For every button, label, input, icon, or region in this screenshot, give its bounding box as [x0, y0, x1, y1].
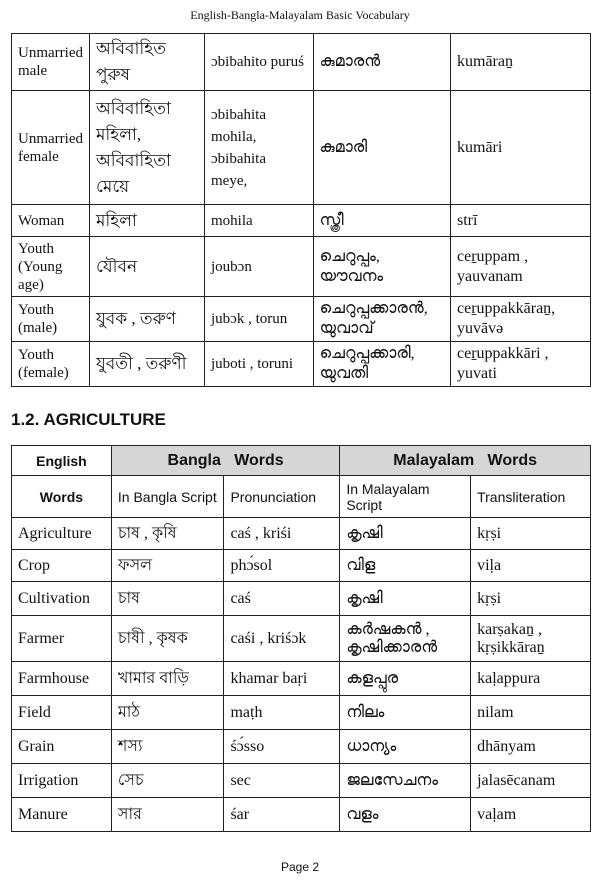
malayalam-script [313, 34, 450, 91]
transliteration [451, 91, 591, 205]
bangla-pronunciation [224, 518, 340, 550]
bangla-pronunciation-line: khamar baṛi [230, 669, 308, 687]
bangla-script-line: মহিলা [95, 210, 137, 230]
col-header-bangla-script: In Bangla Script [111, 476, 224, 518]
bangla-script [89, 342, 204, 387]
bangla-pronunciation-line: juboti , toruni [211, 356, 294, 372]
bangla-script [111, 764, 224, 798]
col-header-pronunciation: Pronunciation [224, 476, 340, 518]
english-header-top: English [12, 446, 112, 476]
bangla-script [89, 205, 204, 237]
bangla-script-line: ফসল [117, 557, 153, 574]
transliteration [471, 696, 591, 730]
english-word: Manure [12, 798, 112, 832]
english-word: Woman [12, 205, 90, 237]
table-row [12, 550, 591, 582]
bangla-script-line: যৌবন [95, 256, 138, 276]
bangla-pronunciation-line: mohila [211, 212, 253, 229]
english-word: Irrigation [12, 764, 112, 798]
table-row [12, 518, 591, 550]
bangla-pronunciation [224, 730, 340, 764]
table-row [12, 798, 591, 832]
bangla-group-header: Bangla Words [111, 446, 339, 476]
transliteration [451, 34, 591, 91]
malayalam-script-line: കളപ്പുര [346, 669, 399, 687]
bangla-script [111, 616, 224, 662]
table-row [12, 696, 591, 730]
bangla-script [89, 237, 204, 297]
table-row [12, 662, 591, 696]
table-row [12, 616, 591, 662]
bangla-pronunciation-line: śar [230, 805, 250, 823]
english-word: Agriculture [12, 518, 112, 550]
bangla-script-line: খামার বাড়ি [117, 670, 189, 687]
malayalam-script-line: ധാന്യം [346, 737, 397, 755]
bangla-pronunciation-line: ɔbibahita [211, 150, 266, 167]
bangla-script-line: চাষ , কৃষি [117, 525, 177, 542]
section-title: 1.2. AGRICULTURE [11, 410, 166, 429]
malayalam-script-line: കൃഷി [346, 524, 383, 542]
transliteration [471, 730, 591, 764]
english-word: Field [12, 696, 112, 730]
bangla-script-line: সেচ [117, 772, 144, 789]
malayalam-script [340, 582, 471, 616]
bangla-script-line: মেয়ে [95, 176, 130, 196]
bangla-script [89, 91, 204, 205]
bangla-script-line: চাষ [117, 590, 140, 607]
bangla-script-line: যুবতী , তরুণী [95, 354, 187, 373]
bangla-pronunciation [205, 34, 314, 91]
bangla-pronunciation-line: ɔbibahito puruś [211, 54, 304, 70]
english-word: Cultivation [12, 582, 112, 616]
english-word: Youth (male) [12, 297, 90, 342]
malayalam-script-line: യുവാവ് [319, 320, 374, 337]
bangla-script-line: শস্য [117, 738, 143, 755]
bangla-pronunciation-line: sec [230, 771, 251, 789]
transliteration [471, 582, 591, 616]
english-word: Unmarried male [12, 34, 90, 91]
malayalam-script [313, 297, 450, 342]
bangla-pronunciation [224, 696, 340, 730]
bangla-script [111, 550, 224, 582]
malayalam-script [340, 696, 471, 730]
transliteration [471, 662, 591, 696]
table-row [12, 237, 591, 297]
transliteration-line: yuvāvə [457, 320, 504, 337]
english-word: Grain [12, 730, 112, 764]
malayalam-script [340, 662, 471, 696]
malayalam-script-line: യുവതി [319, 365, 369, 382]
table-row [12, 91, 591, 205]
bangla-script-line: অবিবাহিতা [95, 98, 171, 118]
bangla-pronunciation-line: mohila, [211, 128, 257, 145]
transliteration [451, 237, 591, 297]
transliteration-line: strī [457, 211, 478, 229]
bangla-pronunciation-line: ɔbibahita [211, 106, 266, 123]
table-row [12, 205, 591, 237]
bangla-pronunciation-line: phɔ́sol [230, 556, 273, 574]
malayalam-script [340, 518, 471, 550]
table-row [12, 342, 591, 387]
malayalam-script [313, 342, 450, 387]
table-row [12, 730, 591, 764]
bangla-script [111, 798, 224, 832]
malayalam-script-line: വിള [346, 556, 376, 574]
malayalam-script-line: കർഷകൻ , [346, 620, 430, 638]
bangla-pronunciation [224, 582, 340, 616]
transliteration-line: kṛṣikkāraṉ [477, 638, 545, 656]
malayalam-script-line: യൗവനം [319, 267, 384, 285]
malayalam-script-line: ചെറുപ്പം, [319, 247, 380, 265]
bangla-pronunciation [205, 91, 314, 205]
transliteration-line: nilam [477, 703, 514, 721]
english-word: Farmer [12, 616, 112, 662]
transliteration-line: dhānyam [477, 737, 536, 755]
vocab-table-agriculture [11, 445, 591, 832]
transliteration [471, 518, 591, 550]
table-row [12, 582, 591, 616]
transliteration-line: karṣakaṉ , [477, 620, 542, 638]
transliteration [471, 550, 591, 582]
bangla-pronunciation [205, 237, 314, 297]
malayalam-group-header: Malayalam Words [340, 446, 591, 476]
transliteration-line: ceṟuppakkāraṉ, [457, 300, 556, 317]
bangla-pronunciation-line: meye, [211, 172, 248, 189]
bangla-script [111, 662, 224, 696]
transliteration-line: yuvati [457, 365, 497, 382]
transliteration [471, 616, 591, 662]
bangla-pronunciation-line: caśi , kriśɔk [230, 629, 307, 647]
english-header-bottom: Words [12, 476, 112, 518]
transliteration [451, 297, 591, 342]
malayalam-script-line: കൃഷി [346, 589, 383, 607]
bangla-script [89, 34, 204, 91]
bangla-script-line: মহিলা, [95, 124, 142, 144]
bangla-script-line: মাঠ [117, 704, 140, 721]
bangla-pronunciation-line: joubɔn [211, 258, 252, 275]
col-header-malayalam-script: In Malayalam Script [340, 476, 471, 518]
col-header-transliteration: Transliteration [471, 476, 591, 518]
running-header: English-Bangla-Malayalam Basic Vocabulary [190, 8, 410, 22]
transliteration [471, 798, 591, 832]
table-row [12, 34, 591, 91]
bangla-pronunciation-line: śɔ́sso [230, 737, 265, 755]
malayalam-script [340, 616, 471, 662]
transliteration-line: kṛṣi [477, 589, 502, 607]
english-word: Crop [12, 550, 112, 582]
malayalam-script-line: നിലം [346, 703, 385, 721]
english-word: Youth (female) [12, 342, 90, 387]
transliteration-line: yauvanam [457, 267, 523, 285]
transliteration-line: vaḷam [477, 805, 517, 823]
malayalam-script [340, 764, 471, 798]
malayalam-script-line: ജലസേചനം [346, 771, 438, 789]
transliteration-line: kumāraṉ [457, 53, 513, 70]
malayalam-script-line: കുമാരൻ [319, 53, 381, 70]
transliteration [471, 764, 591, 798]
bangla-pronunciation [205, 342, 314, 387]
malayalam-script [313, 205, 450, 237]
vocab-table-family [11, 33, 591, 387]
malayalam-script [313, 91, 450, 205]
malayalam-script-line: കുമാരി [319, 138, 368, 156]
bangla-pronunciation [205, 205, 314, 237]
table-row [12, 764, 591, 798]
bangla-script-line: পুরুষ [95, 65, 130, 84]
malayalam-script-line: സ്ത്രീ [319, 211, 344, 229]
bangla-pronunciation [205, 297, 314, 342]
bangla-pronunciation-line: caś , kriśi [230, 524, 292, 542]
table-row [12, 297, 591, 342]
bangla-script [111, 582, 224, 616]
malayalam-script [313, 237, 450, 297]
english-word: Youth (Young age) [12, 237, 90, 297]
bangla-pronunciation-line: jubɔk , torun [211, 311, 288, 327]
bangla-pronunciation-line: caś [230, 589, 251, 607]
transliteration-line: kaḷappura [477, 669, 541, 687]
transliteration-line: viḷa [477, 556, 502, 574]
transliteration-line: kṛṣi [477, 524, 502, 542]
transliteration-line: jalasēcanam [477, 771, 556, 789]
bangla-pronunciation-line: maṭh [230, 703, 263, 721]
bangla-pronunciation [224, 616, 340, 662]
bangla-script [111, 730, 224, 764]
malayalam-script-line: കൃഷിക്കാരൻ [346, 638, 438, 656]
bangla-script-line: অবিবাহিত [95, 39, 166, 58]
page-footer: Page 2 [280, 860, 320, 874]
bangla-script [89, 297, 204, 342]
malayalam-script-line: ചെറുപ്പക്കാരൻ, [319, 300, 428, 317]
bangla-pronunciation [224, 550, 340, 582]
bangla-script [111, 518, 224, 550]
transliteration-line: ceṟuppam , [457, 247, 529, 265]
bangla-script-line: চাষী , কৃষক [117, 630, 188, 647]
bangla-pronunciation [224, 662, 340, 696]
bangla-pronunciation [224, 764, 340, 798]
english-word: Farmhouse [12, 662, 112, 696]
transliteration-line: kumāri [457, 138, 503, 156]
bangla-script-line: যুবক , তরুণ [95, 309, 176, 328]
bangla-script-line: অবিবাহিতা [95, 150, 171, 170]
transliteration [451, 205, 591, 237]
malayalam-script [340, 730, 471, 764]
malayalam-script [340, 798, 471, 832]
transliteration-line: ceṟuppakkāri , [457, 345, 549, 362]
english-word: Unmarried female [12, 91, 90, 205]
malayalam-script-line: വളം [346, 805, 379, 823]
malayalam-script [340, 550, 471, 582]
transliteration [451, 342, 591, 387]
bangla-pronunciation [224, 798, 340, 832]
bangla-script [111, 696, 224, 730]
malayalam-script-line: ചെറുപ്പക്കാരി, [319, 345, 415, 362]
bangla-script-line: সার [117, 806, 142, 823]
